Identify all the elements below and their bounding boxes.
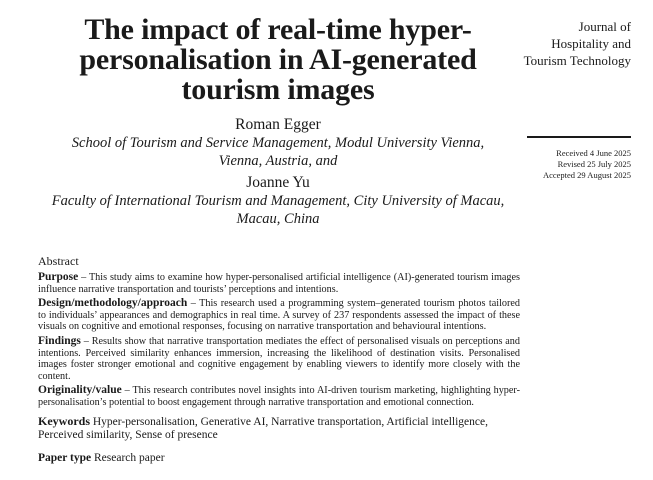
keywords-label: Keywords <box>38 413 90 428</box>
abstract-purpose <box>38 272 520 295</box>
date-received: Received 4 June 2025 <box>556 148 631 158</box>
journal-name: Journal of Hospitality and Tourism Technology <box>523 19 631 68</box>
keywords-text: Hyper-personalisation, Generative AI, Narrative transportation, Artificial intelligence, Perceived similarity, Sense of presence <box>38 415 488 441</box>
findings-text: – Results show that narrative transportation mediates the effect of personalised visuals on perceptions and intentions. Perceived similarity enhances immersion, increasing the likelihood of destination visits. Personalised images foster stronger emotional and cognitive engagement by enabling viewers to identify more closely with the content. <box>38 335 520 382</box>
paper-type-text: Research paper <box>94 451 165 464</box>
journal-divider <box>527 136 631 138</box>
author-name-2: Joanne Yu <box>246 174 310 191</box>
paper-title: The impact of real-time hyper-personalisation in AI-generated tourism images <box>79 13 477 106</box>
abstract-design <box>38 298 520 333</box>
abstract-originality <box>38 385 520 408</box>
article-dates <box>521 148 631 181</box>
originality-label: Originality/value <box>38 384 122 397</box>
abstract-findings <box>38 336 520 382</box>
abstract-heading: Abstract <box>38 254 79 268</box>
abstract-block <box>38 254 520 468</box>
date-revised: Revised 25 July 2025 <box>557 159 631 169</box>
date-accepted: Accepted 29 August 2025 <box>542 170 631 180</box>
author-affiliation-2: Faculty of International Tourism and Management, City University of Macau, Macau, China <box>51 193 505 227</box>
purpose-label: Purpose <box>38 271 79 283</box>
design-label: Design/methodology/approach <box>38 297 188 310</box>
author-name-1: Roman Egger <box>235 116 321 133</box>
originality-text: – This research contributes novel insights into AI-driven tourism marketing, highlighting hyper-personalisation’s potential to boost engagement through narrative transportation and emotional connection. <box>38 385 520 408</box>
purpose-text: – This study aims to examine how hyper-personalised artificial intelligence (AI)-generated tourism images influence narrative transportation and tourists’ perceptions and intentions. <box>38 272 520 295</box>
keywords <box>38 415 520 442</box>
paper-type <box>38 452 520 465</box>
design-text: – This research used a programming system–generated tourism photos tailored to individuals’ appearances and demographics in real time. A survey of 237 respondents assessed the impact of these visuals on cognitive and emotional responses, focusing on narrative transportation and behavioural intentions. <box>38 298 520 333</box>
author-affiliation-1: School of Tourism and Service Management, Modul University Vienna, Vienna, Austria, and <box>71 135 485 169</box>
paper-type-label: Paper type <box>38 451 92 464</box>
findings-label: Findings <box>38 334 81 347</box>
